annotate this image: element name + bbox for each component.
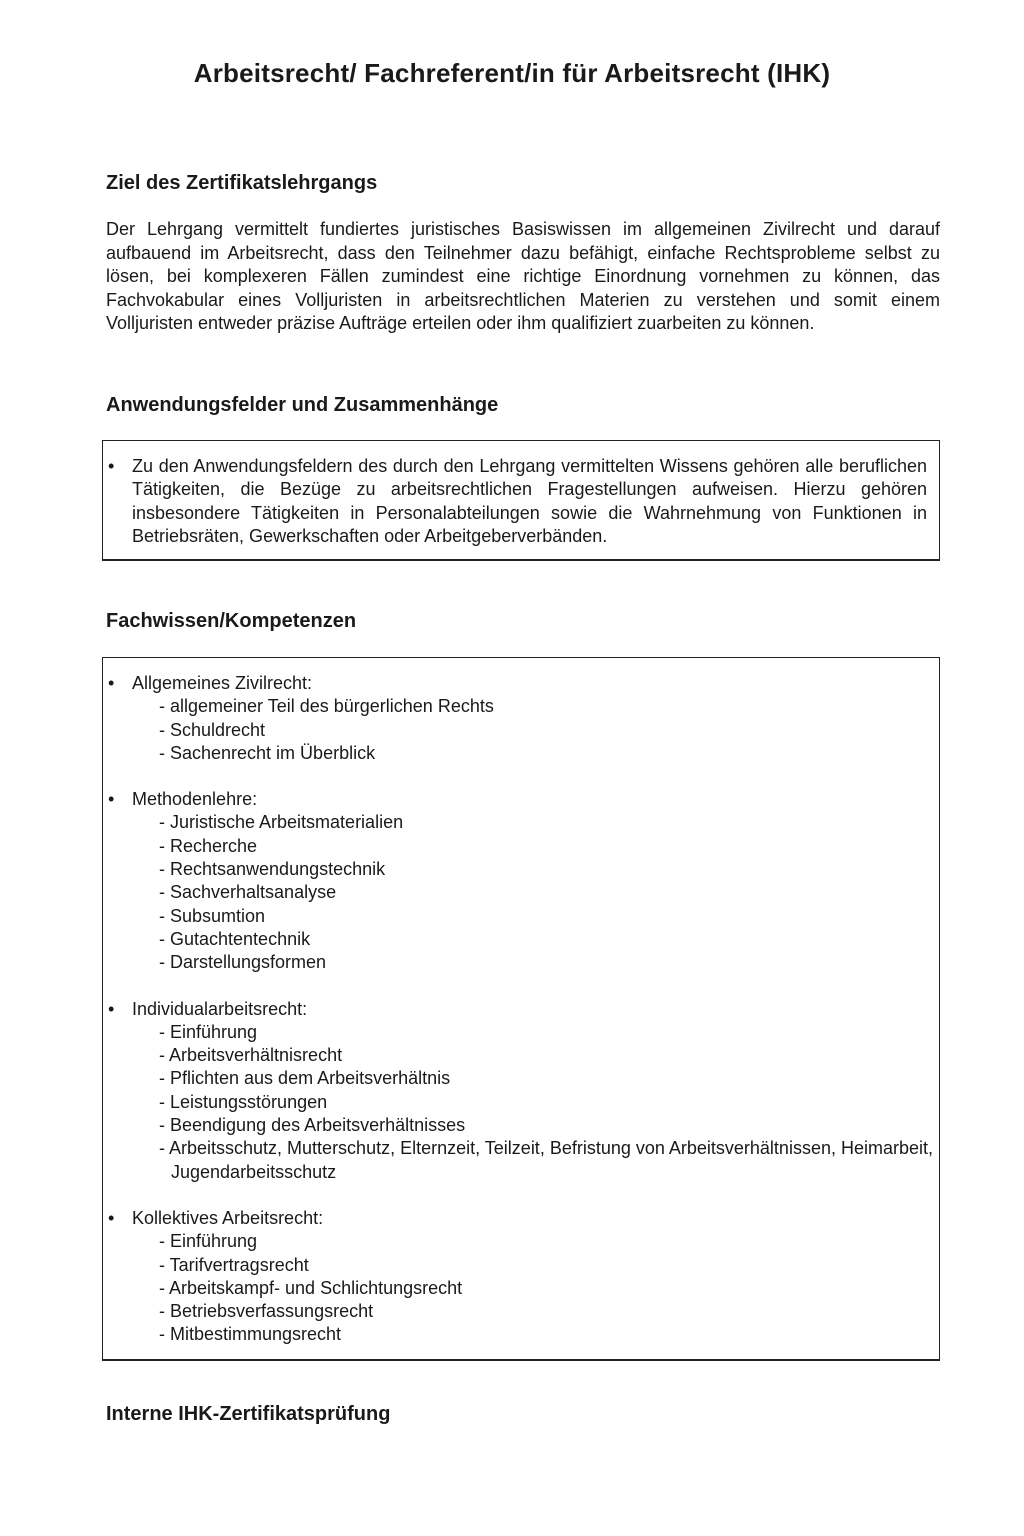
- sub-list-item: - Arbeitskampf- und Schlichtungsrecht: [159, 1277, 463, 1298]
- bullet-icon: •: [108, 456, 115, 476]
- anwendungsfelder-text: Zu den Anwendungsfeldern des durch den Lehrgang vermittelten Wissens gehören alle beruflichen Tätigkeiten, die Bezüge zu arbeitsrechtlichen Fragestellungen aufweisen. Hierzu gehören insbesondere Tätigkeiten in Personalabteilungen sowie die Wahrnehmung von Funktionen in Betriebsräten, Gewerkschaften oder Arbeitgeberverbänden.: [132, 456, 927, 546]
- sub-list-item: - Recherche: [159, 835, 258, 856]
- sub-list-item: - Subsumtion: [159, 905, 266, 926]
- sub-list: [132, 695, 939, 765]
- bullet-icon: •: [108, 789, 115, 810]
- sub-list-item: - Betriebsverfassungsrecht: [159, 1301, 374, 1322]
- list-item: [103, 1207, 939, 1347]
- competence-group: [103, 788, 939, 974]
- sub-list-item: - Darstellungsformen: [159, 952, 327, 973]
- sub-list: [132, 1230, 939, 1346]
- sub-list-item: - Sachverhaltsanalyse: [159, 882, 337, 903]
- competence-group: [103, 1207, 939, 1347]
- list-item: [103, 788, 939, 974]
- group-label: Allgemeines Zivilrecht:: [132, 673, 313, 693]
- competence-group: [103, 672, 939, 765]
- sub-list-item: - Sachenrecht im Überblick: [159, 742, 376, 763]
- anwendungsfelder-box: [102, 440, 940, 561]
- sub-list-item: - Arbeitsschutz, Mutterschutz, Elternzeit, Teilzeit, Befristung von Arbeitsverhältnissen, Heimarbeit, Jugendarbeitsschutz: [159, 1138, 933, 1182]
- bullet-icon: •: [108, 998, 115, 1019]
- heading-anwendungsfelder: Anwendungsfelder und Zusammenhänge: [106, 394, 499, 416]
- list-item: [103, 672, 939, 765]
- sub-list-item: - Gutachtentechnik: [159, 928, 311, 949]
- competence-group: [103, 998, 939, 1184]
- bullet-icon: •: [108, 1207, 115, 1228]
- box-top-rule: [103, 657, 749, 658]
- sub-list-item: - allgemeiner Teil des bürgerlichen Rechts: [159, 696, 494, 717]
- list-item: [103, 998, 939, 1184]
- heading-fachwissen: Fachwissen/Kompetenzen: [106, 610, 357, 632]
- sub-list-item: - Tarifvertragsrecht: [159, 1254, 309, 1275]
- list-item: [103, 455, 939, 548]
- box-top-rule: [103, 440, 703, 441]
- competence-list: [103, 672, 939, 1347]
- sub-list-item: - Rechtsanwendungstechnik: [159, 859, 386, 880]
- group-label: Individualarbeitsrecht:: [132, 998, 308, 1019]
- sub-list-item: - Schuldrecht: [159, 719, 266, 740]
- sub-list: [132, 1021, 939, 1184]
- sub-list-item: - Pflichten aus dem Arbeitsverhältnis: [159, 1068, 451, 1089]
- sub-list-item: - Juristische Arbeitsmaterialien: [159, 812, 404, 833]
- sub-list-item: - Arbeitsverhältnisrecht: [159, 1045, 343, 1066]
- group-label: Kollektives Arbeitsrecht:: [132, 1207, 324, 1228]
- fachwissen-box: [102, 657, 940, 1361]
- heading-ziel: Ziel des Zertifikatslehrgangs: [106, 172, 378, 194]
- sub-list-item: - Leistungsstörungen: [159, 1091, 328, 1112]
- group-label: Methodenlehre:: [132, 789, 258, 810]
- page-title: Arbeitsrecht/ Fachreferent/in für Arbeitsrecht (IHK): [193, 58, 831, 88]
- bullet-icon: •: [108, 673, 115, 693]
- sub-list-item: - Einführung: [159, 1021, 258, 1042]
- sub-list: [132, 811, 939, 974]
- sub-list-item: - Einführung: [159, 1231, 258, 1252]
- sub-list-item: - Beendigung des Arbeitsverhältnisses: [159, 1115, 466, 1136]
- ziel-paragraph: Der Lehrgang vermittelt fundiertes juristisches Basiswissen im allgemeinen Zivilrecht und darauf aufbauend im Arbeitsrecht, dass den Teilnehmer dazu befähigt, einfache Rechtsprobleme selbst zu lösen, bei komplexeren Fällen zumindest eine richtige Einordnung vornehmen zu können, das Fachvokabular eines Volljuristen in arbeitsrechtlichen Materien zu verstehen und somit einem Volljuristen entweder präzise Aufträge erteilen oder ihm qualifiziert zuarbeiten zu können.: [106, 219, 940, 333]
- heading-pruefung: Interne IHK-Zertifikatsprüfung: [106, 1403, 391, 1425]
- sub-list-item: - Mitbestimmungsrecht: [159, 1324, 342, 1345]
